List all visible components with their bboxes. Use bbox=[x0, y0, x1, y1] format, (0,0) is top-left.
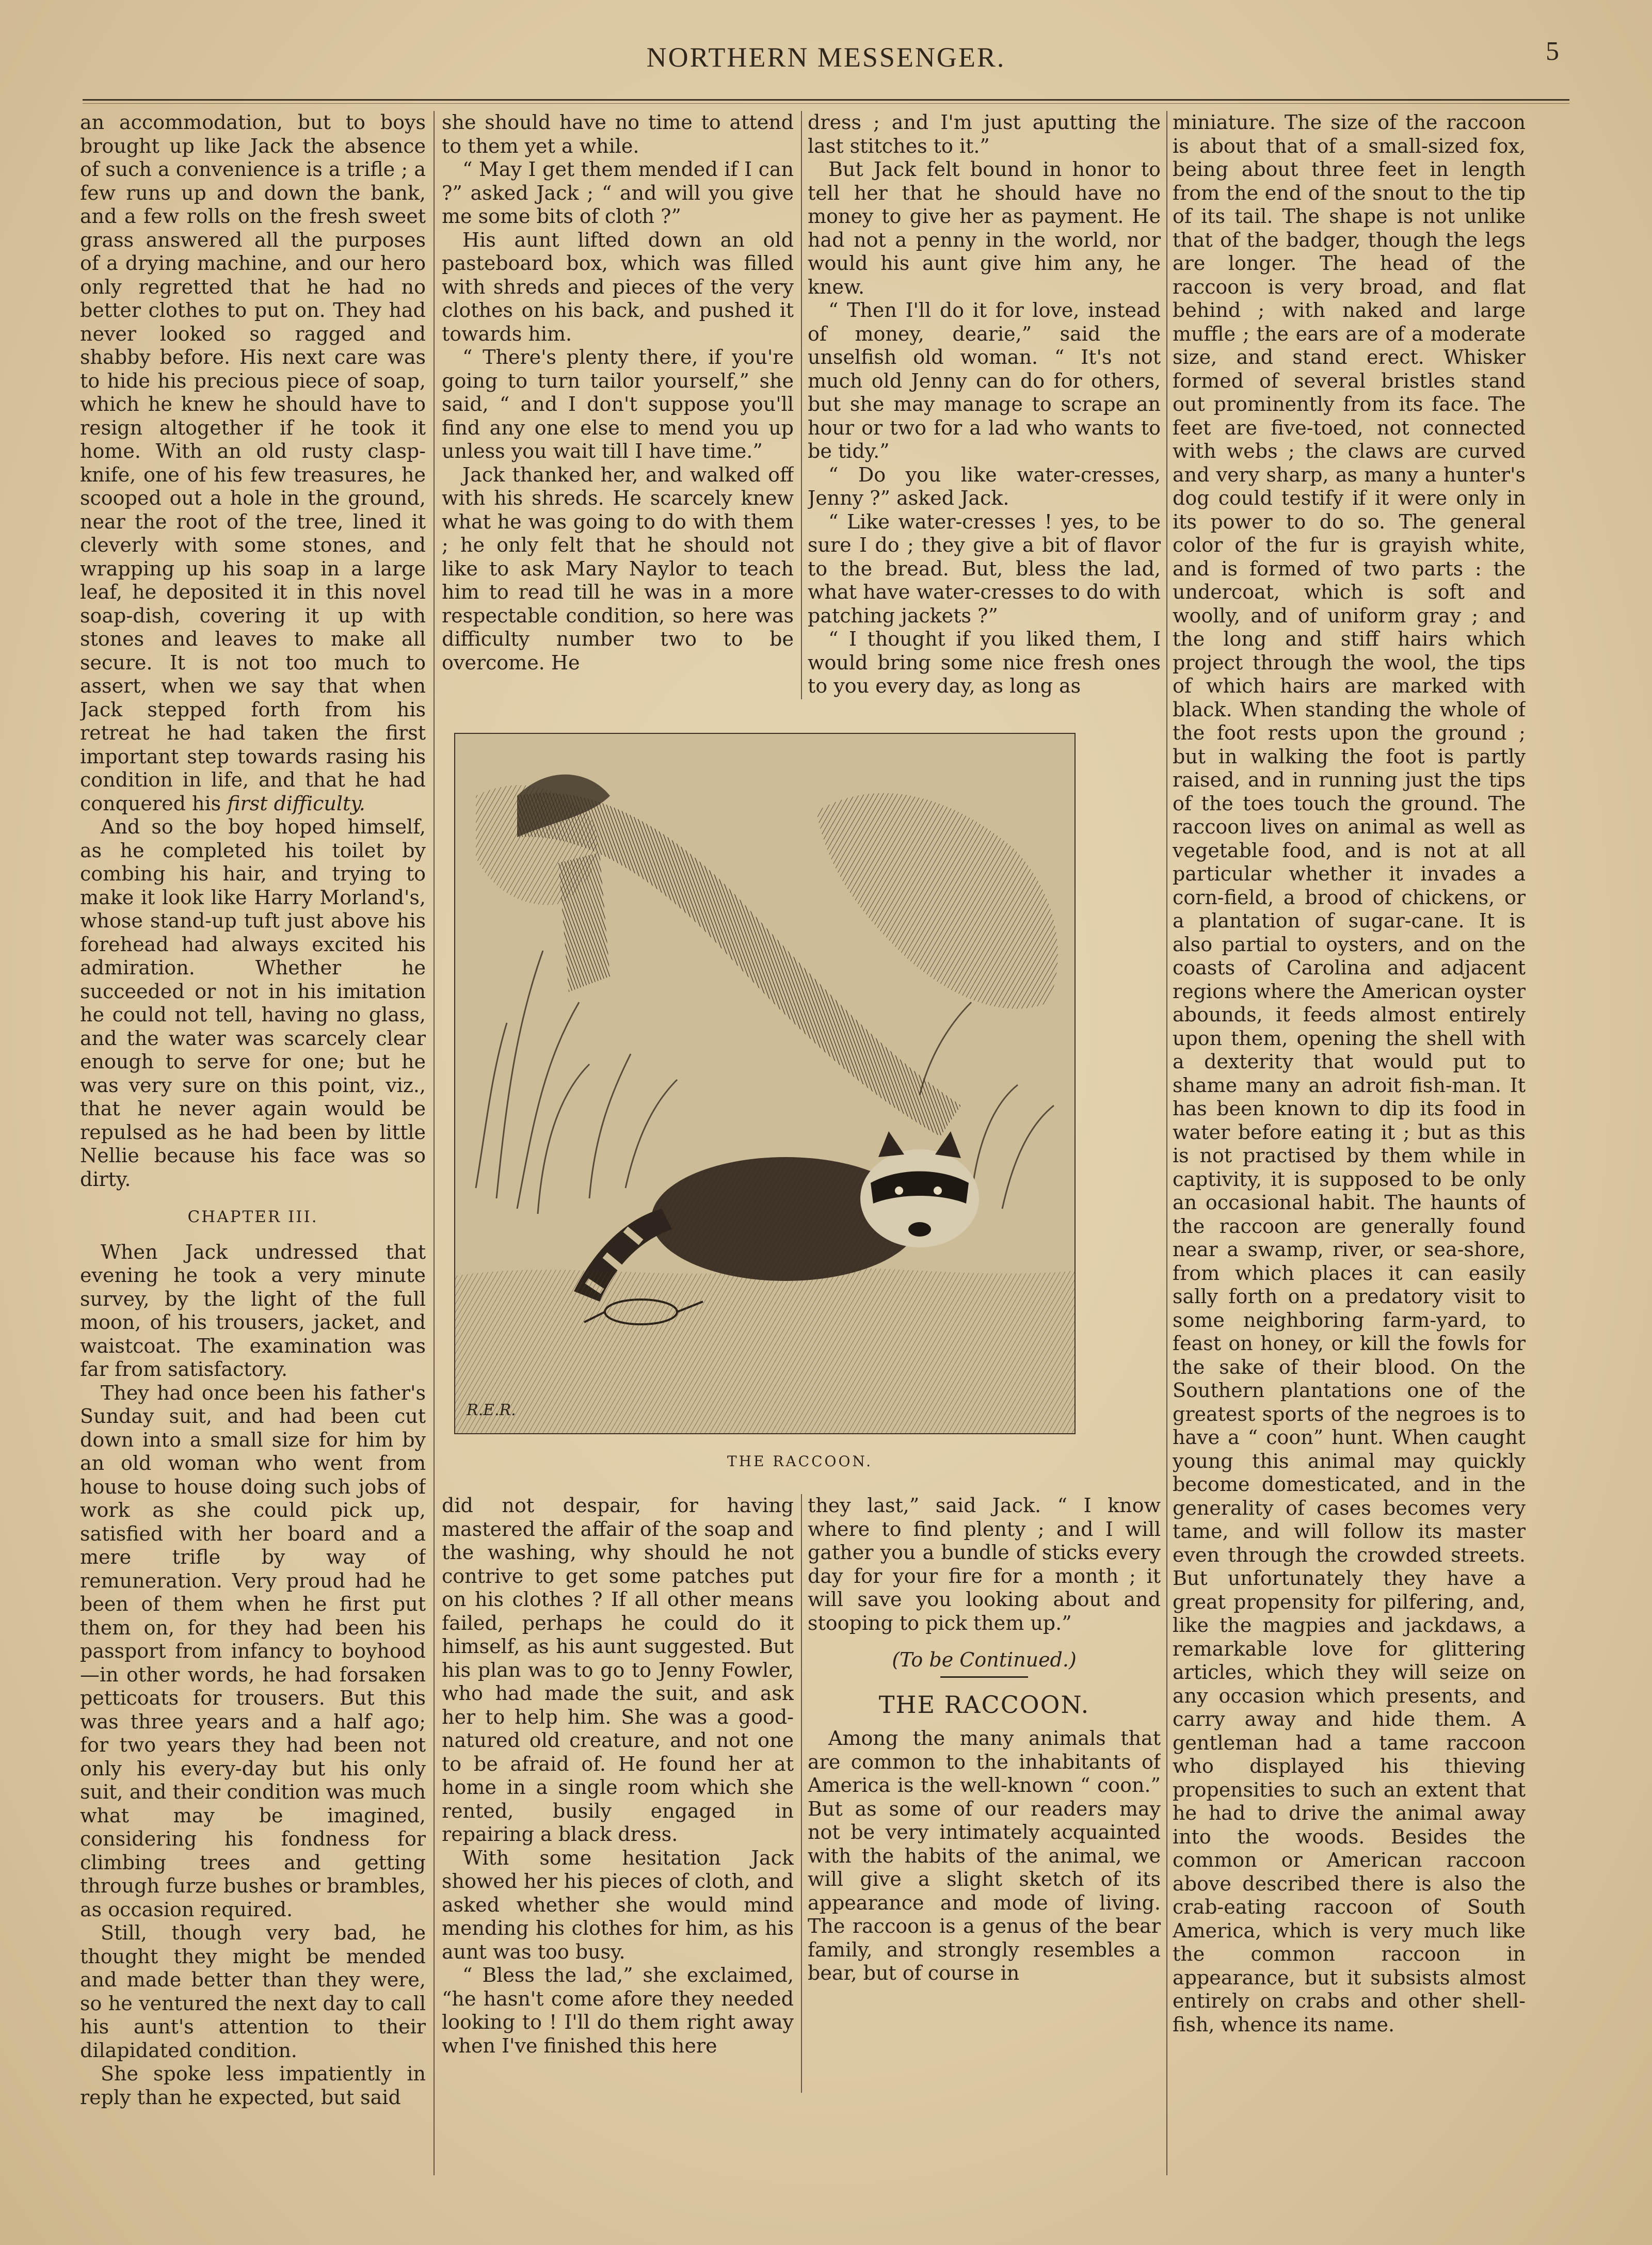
page-number: 5 bbox=[1546, 37, 1559, 66]
col3a-paragraph-6: “ I thought if you liked them, I would bring some nice fresh ones to you every day, as long as bbox=[808, 628, 1161, 697]
column-divider-2-bottom bbox=[801, 1494, 802, 2093]
emphasis-first-difficulty: first difficulty. bbox=[227, 792, 365, 815]
col3b-paragraph-1: they last,” said Jack. “ I know where to find plenty ; and I will gather you a bundle of sticks every day for your fire for a month ; it will save you looking about and stooping to pick them up.” bbox=[808, 1494, 1161, 1634]
column-2-bottom bbox=[442, 1494, 794, 2093]
column-3-bottom bbox=[808, 1494, 1161, 2093]
col3a-paragraph-1: dress ; and I'm just aputting the last stitches to it.” bbox=[808, 111, 1161, 157]
column-2-top bbox=[442, 111, 794, 710]
col3a-paragraph-2: But Jack felt bound in honor to tell her that he should have no money to give her as payment. He had not a penny in the world, nor would his aunt give him any, he knew. bbox=[808, 158, 1161, 298]
raccoon-illustration bbox=[455, 734, 1074, 1433]
col2a-paragraph-5: Jack thanked her, and walked off with his shreds. He scarcely knew what he was going to do with them ; he only felt that he should not like to ask Mary Naylor to teach him to read till he was in a more respectable condition, so here was difficulty number two to be overcome. He bbox=[442, 463, 794, 674]
col1-paragraph-3: When Jack undressed that evening he took a very minute survey, by the light of the full moon, of his trousers, jacket, and waistcoat. The examination was far from satisfactory. bbox=[80, 1240, 426, 1381]
column-1 bbox=[80, 111, 426, 2175]
col1-paragraph-1: an accommodation, but to boys brought up like Jack the absence of such a convenience is a trifle ; a few runs up and down the bank, and a few rolls on the fresh sweet grass answered all the purposes of a drying machine, and our hero only regretted that he had no better clothes to put on. They had never looked so ragged and shabby before. His next care was to hide his precious piece of soap, which he knew he should have to resign altogether if he took it home. With an old rusty clasp-knife, one of his few treasures, he scooped out a hole in the ground, near the root of the tree, lined it cleverly with some stones, and wrapping up his soap in a large leaf, he deposited it in this novel soap-dish, covering it up with stones and leaves to make all secure. It is not too much to assert, when we say that when Jack stepped forth from his retreat he had taken the first important step towards rasing his condition in life, and that he had conquered his first difficulty. bbox=[80, 111, 426, 815]
article-title: THE RACCOON. bbox=[878, 1690, 1090, 1719]
illustration-caption: THE RACCOON. bbox=[727, 1453, 873, 1470]
col2a-paragraph-4: “ There's plenty there, if you're going to turn tailor yourself,” she said, “ and I don't suppose you'll find any one else to mend you up unless you wait till I have time.” bbox=[442, 346, 794, 462]
column-divider-3 bbox=[1166, 111, 1167, 2175]
column-divider-2-top bbox=[801, 111, 802, 699]
col1-paragraph-5: Still, though very bad, he thought they might be mended and made better than they were, so he ventured the next day to call his aunt's attention to their dilapidated condition. bbox=[80, 1921, 426, 2062]
section-rule bbox=[940, 1676, 1028, 1678]
chapter-heading: CHAPTER III. bbox=[187, 1208, 318, 1226]
raccoon-engraving bbox=[454, 733, 1076, 1434]
column-divider-1 bbox=[434, 111, 435, 2175]
ground bbox=[455, 1268, 1074, 1433]
engraver-signature: R.E.R. bbox=[467, 1401, 516, 1419]
col2a-paragraph-3: His aunt lifted down an old pasteboard box, which was filled with shreds and pieces of the very clothes on his back, and pushed it towards him. bbox=[442, 228, 794, 345]
col1-paragraph-2: And so the boy hoped himself, as he completed his toilet by combing his hair, and trying to make it look like Harry Morland's, whose stand-up tuft just above his forehead had always excited his admiration. Whether he succeeded or not in his imitation he could not tell, having no glass, and the water was scarcely clear enough to serve for one; but he was very sure on this point, viz., that he never again would be repulsed as he had been by little Nellie because his face was so dirty. bbox=[80, 815, 426, 1191]
col1-paragraph-6: She spoke less impatiently in reply than he expected, but said bbox=[80, 2062, 426, 2109]
col2b-paragraph-1: did not despair, for having mastered the affair of the soap and the washing, why should he not contrive to get some patches put on his clothes ? If all other means failed, perhaps he could do it himself, as his aunt suggested. But his plan was to go to Jenny Fowler, who had made the suit, and ask her to help him. She was a good-natured old creature, and not one to be afraid of. He found her at home in a single room which she rented, busily engaged in repairing a black dress. bbox=[442, 1494, 794, 1846]
col3a-paragraph-4: “ Do you like water-cresses, Jenny ?” asked Jack. bbox=[808, 463, 1161, 509]
to-be-continued: (To be Continued.) bbox=[892, 1648, 1077, 1671]
col3a-paragraph-5: “ Like water-cresses ! yes, to be sure I do ; they give a bit of flavor to the bread. But, bless the lad, what have water-cresses to do with patching jackets ?” bbox=[808, 510, 1161, 627]
header-rule-thin bbox=[83, 103, 1569, 104]
col2b-paragraph-2: With some hesitation Jack showed her his pieces of cloth, and asked whether she would mind mending his clothes for him, as his aunt was too busy. bbox=[442, 1846, 794, 1963]
col3b-paragraph-2: Among the many animals that are common to the inhabitants of America is the well-known “ coon.” But as some of our readers may not be very intimately acquainted with the habits of the animal, we will give a slight sketch of its appearance and mode of living. The raccoon is a genus of the bear family, and strongly resembles a bear, but of course in bbox=[808, 1727, 1161, 1984]
col1-paragraph-4: They had once been his father's Sunday suit, and had been cut down into a small size for him by an old woman who went from house to house doing such jobs of work as she could pick up, satisfied with her board and a mere trifle by way of remuneration. Very proud had he been of them when he first put them on, for they had been his passport from infancy to boyhood—in other words, he had forsaken petticoats for trousers. But this was three years and a half ago; for two years they had been not only his every-day but his only suit, and their condition was much what may be imagined, considering his fondness for climbing trees and getting through furze bushes or brambles, as occasion required. bbox=[80, 1381, 426, 1921]
masthead bbox=[83, 37, 1569, 88]
col2b-paragraph-3: “ Bless the lad,” she exclaimed, “he hasn't come afore they needed looking to ! I'll do them right away when I've finished this here bbox=[442, 1964, 794, 2057]
header-rule bbox=[83, 99, 1569, 101]
column-3-top bbox=[808, 111, 1161, 710]
col2a-paragraph-2: “ May I get them mended if I can ?” asked Jack ; “ and will you give me some bits of cloth ?” bbox=[442, 158, 794, 228]
publication-title: NORTHERN MESSENGER. bbox=[646, 42, 1006, 73]
column-4 bbox=[1173, 111, 1526, 2175]
col4-paragraph-1: miniature. The size of the raccoon is about that of a small-sized fox, being about three feet in length from the end of the snout to the tip of its tail. The shape is not unlike that of the badger, though the legs are longer. The head of the raccoon is very broad, and flat behind ; with naked and large muffle ; the ears are of a moderate size, and stand erect. Whisker formed of several bristles stand out prominently from its face. The feet are five-toed, not connected with webs ; the claws are curved and very sharp, as many a hunter's dog could testify if it were only in its power to do so. The general color of the fur is grayish white, and is formed of two parts : the undercoat, which is soft and woolly, and of uniform gray ; and the long and stiff hairs which project through the wool, the tips of which hairs are marked with black. When standing the whole of the foot rests upon the ground ; but in walking the foot is partly raised, and in running just the tips of the toes touch the ground. The raccoon lives on animal as well as vegetable food, and is not at all particular whether it invades a corn-field, a brood of chickens, or a plantation of sugar-cane. It is also partial to oysters, and on the coasts of Carolina and adjacent regions where the American oyster abounds, it feeds almost entirely upon them, opening the shell with a dexterity that would put to shame many an adroit fish-man. It has been known to dip its food in water before eating it ; but as this is not practised by them while in captivity, it is supposed to be only an occasional habit. The haunts of the raccoon are generally found near a swamp, river, or sea-shore, from which places it can easily sally forth on a predatory visit to some neighboring farm-yard, to feast on honey, or kill the fowls for the sake of their blood. On the Southern plantations one of the greatest sports of the negroes is to have a “ coon” hunt. When caught young this animal may quickly become domesticated, and in the generality of cases becomes very tame, and will follow its master even through the crowded streets. But unfortunately they have a great propensity for pilfering, and, like the magpies and jackdaws, a remarkable love for glittering articles, which they will seize on any occasion which presents, and carry away and hide them. A gentleman had a tame raccoon who displayed his thieving propensities to such an extent that he had to drive the animal away into the woods. Besides the common or American raccoon above described there is also the crab-eating raccoon of South America, which is very much like the common raccoon in appearance, but it subsists almost entirely on crabs and other shell-fish, whence its name. bbox=[1173, 111, 1526, 2036]
col2a-paragraph-1: she should have no time to attend to them yet a while. bbox=[442, 111, 794, 157]
col3a-paragraph-3: “ Then I'll do it for love, instead of money, dearie,” said the unselfish old woman. “ It's not much old Jenny can do for others, but she may manage to scrape an hour or two for a lad who wants to be tidy.” bbox=[808, 299, 1161, 462]
